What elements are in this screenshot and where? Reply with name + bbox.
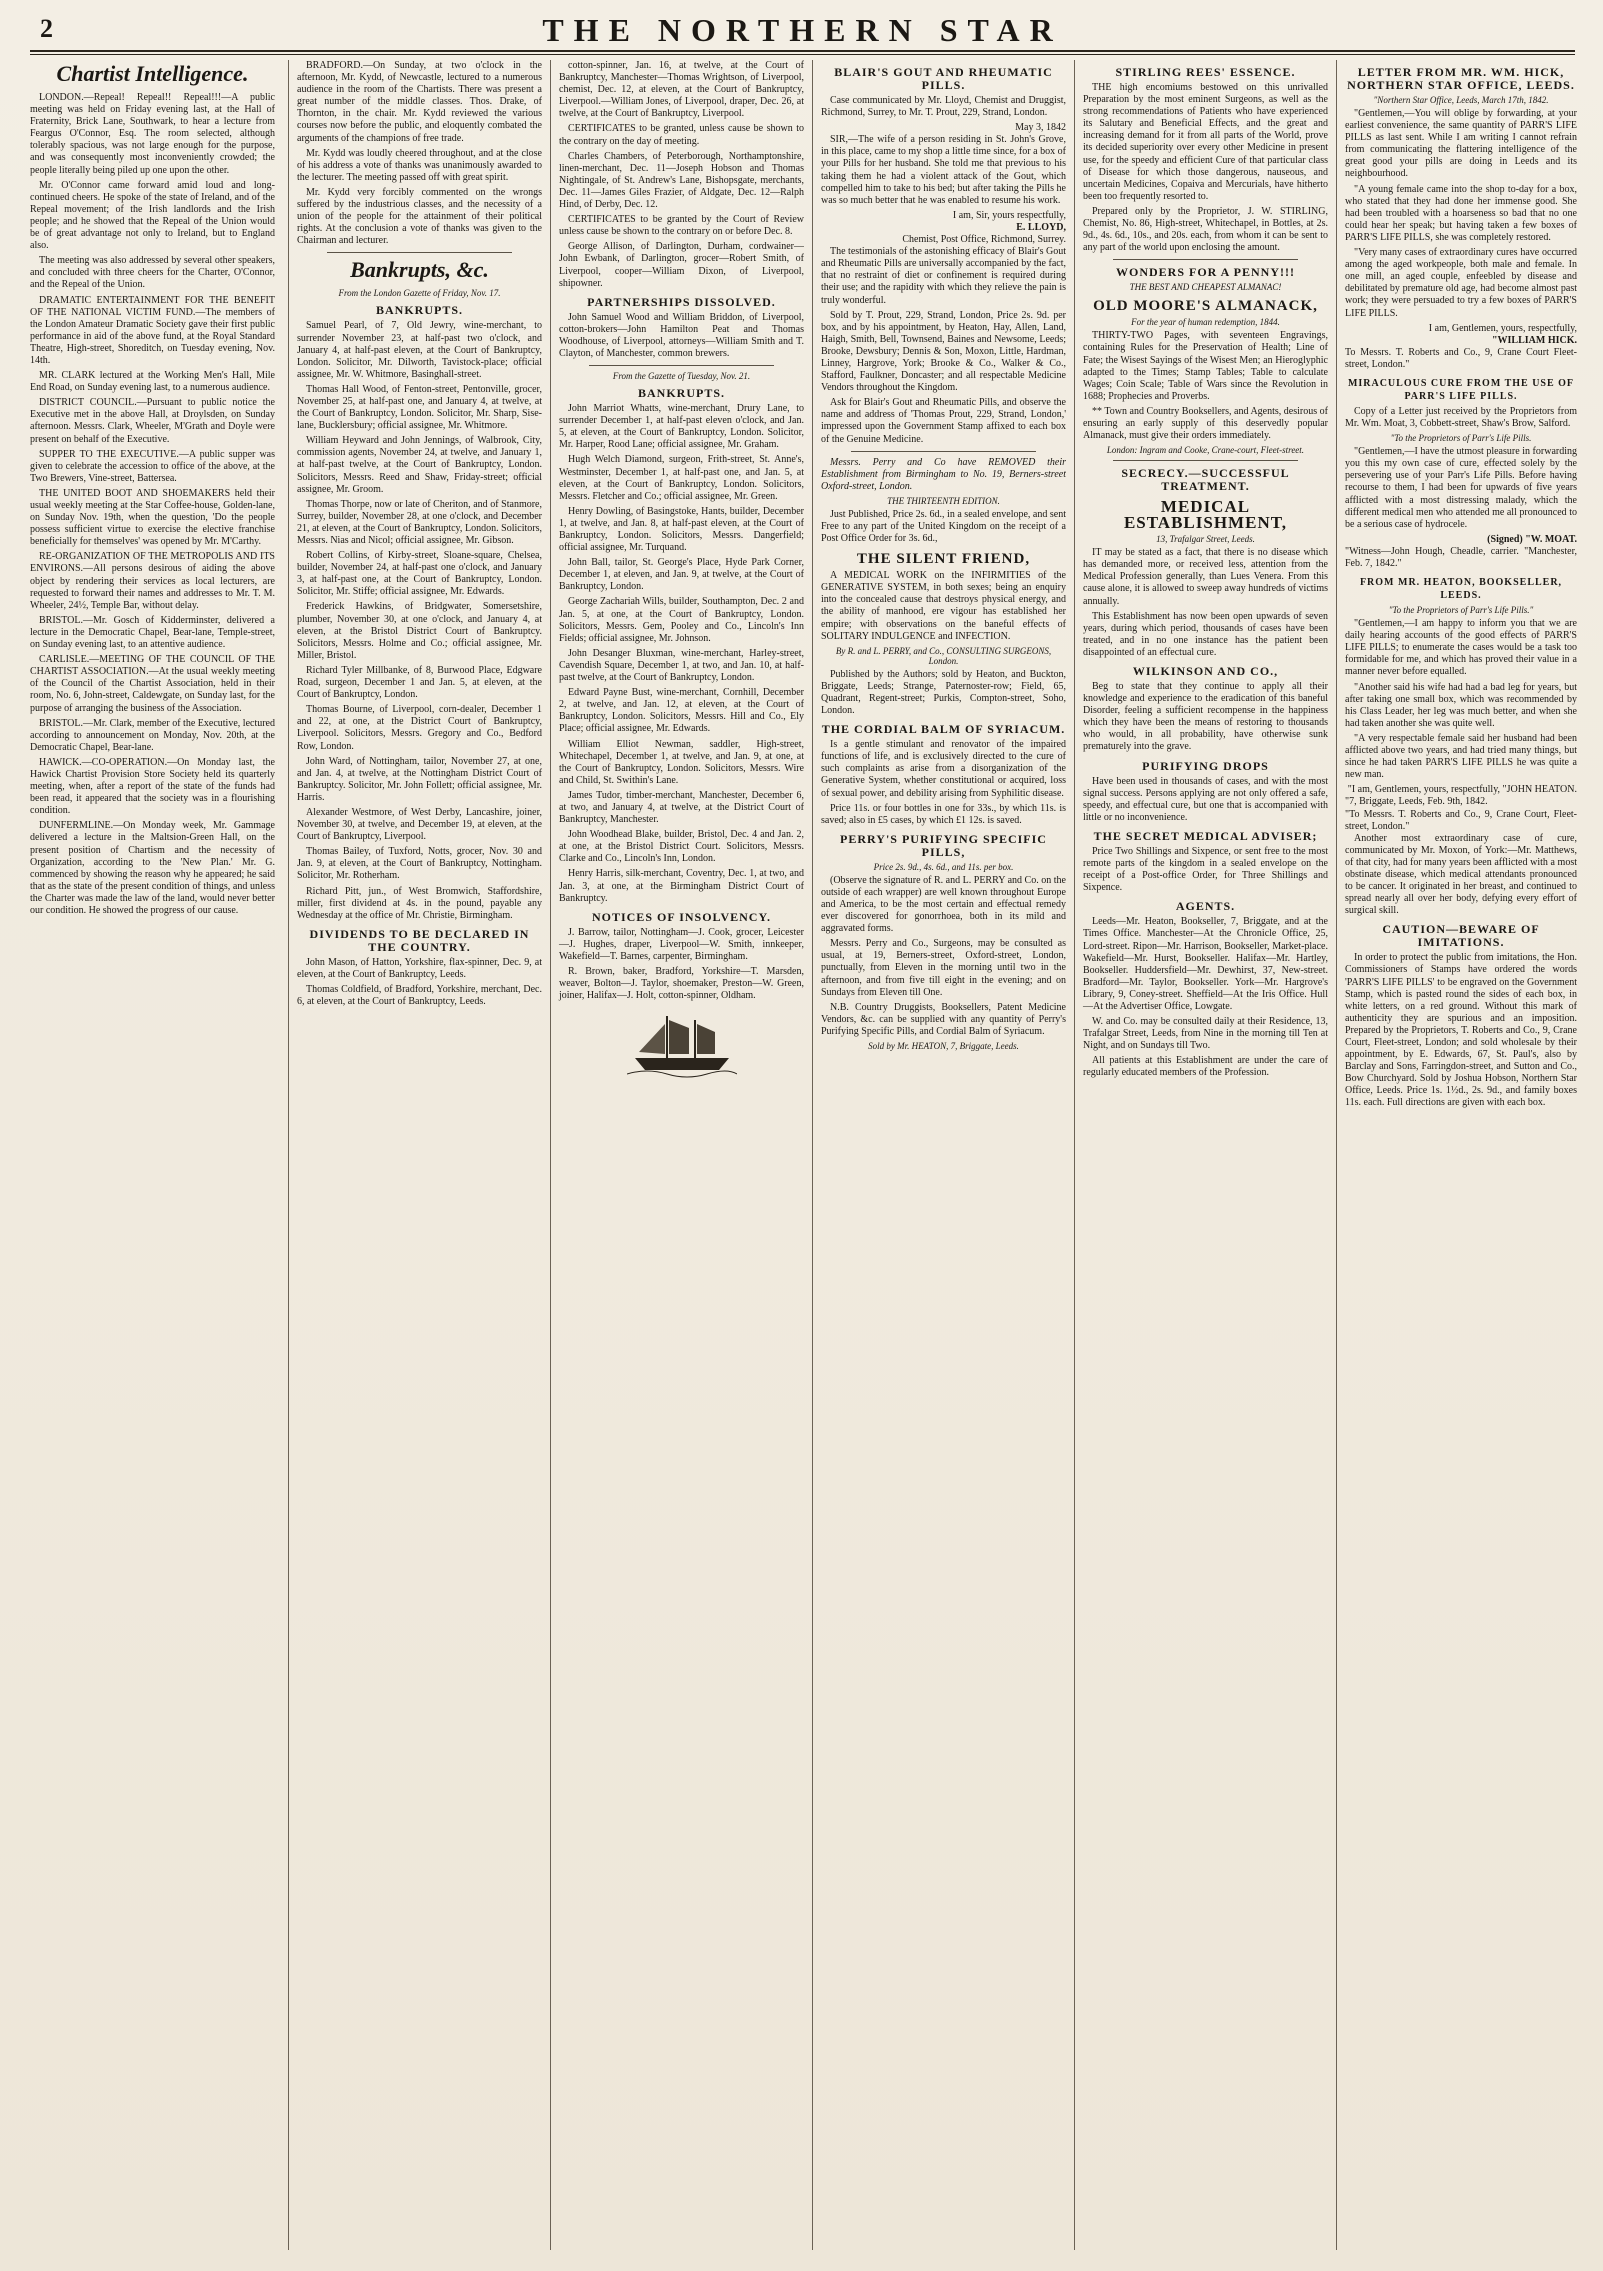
certificates-list: Charles Chambers, of Peterborough, Northamptonshire, linen-merchant, Dec. 11—Joseph Hobson and Thomas Nightingale, of St. Andrew's Lane, Bishopsgate, merchants, Dec. 11—James Giles Frazier, of Aldgate, Dec. 12—Ralph Hind, of Derby, Dec. 12. [559,150,804,211]
ad-date: May 3, 1842 [1015,122,1066,134]
ad-title-secrecy: SECRECY.—SUCCESSFUL TREATMENT. [1121,466,1290,494]
ad-agents: Sold by T. Prout, 229, Strand, London, Price 2s. 9d. per box, and by his appointment, by Heaton, Hay, Allen, Land, Haigh, Smith, Bell, Townsend, Baines and Newsome, Leeds; Brooke, Dewsbury; Dennis & Son, Moxon, Little, Hardman, Linney, Hargrove, York; Brooke & Co., Walker & Co., Stafford, Faulkner, Doncaster; and all respectable Medicine Vendors throughout the Kingdom. [821,309,1066,394]
ad-closing: All patients at this Establishment are under the care of regularly educated members of the Profession. [1083,1055,1328,1079]
article-london-close: The meeting was also addressed by several other speakers, and concluded with three cheers for the Charter, O'Connor, and the Repeal of the Union. [30,255,275,291]
ad-body: Have been used in thousands of cases, and with the most signal success. Persons applying are not only offered a safe, speedy, and effectual cure, but one that is accompanied with little or no inconvenience. [1083,775,1328,823]
letter-body: "Gentlemen,—You will oblige by forwarding, at your earliest convenience, the same quantity of PARR'S LIFE PILLS as last sent. While I am writing I cannot refrain from communicating the flattering intelligence of the great good your pills are doing in Leeds and its neighbourhood. [1345,108,1577,180]
ad-body: THIRTY-TWO Pages, with seventeen Engravings, containing Rules for the Preservation of Health; Line of Fate; the Wisest Sayings of the Wisest Men; an Hieroglyphic adapted to the Times; Stamp Tables; Table to calculate Wages; Coin Scale; Table of Wars since the Revolution in 1688; Prophecies and Proverbs. [1083,330,1328,402]
ad-body: THE high encomiums bestowed on this unrivalled Preparation by the most eminent Surgeons, as well as the strong recommendations of Patients who have experienced its Salutary and Beneficial Effects, and the great and increasing demand for it from all parts of the World, prove its decided superiority over every other Medicine in present use, for the speedy and efficient Cure of that particular class of Disease for which those dangerous, nauseous, and uncertain Medicines, Copaiva and Mercurials, have hitherto been too frequently resorted to. [1083,82,1328,202]
agents-list: Leeds—Mr. Heaton, Bookseller, 7, Briggate, and at the Times Office. Manchester—At the Chronicle Office, 25, Lord-street. Ripon—Mr. Harrison, Bookseller, Market-place. Wakefield—Mr. Hurst, Bookseller. Halifax—Mr. Hartley, Bookseller. Huddersfield—Mr. Dewhirst, 37, New-street. Bradford—Mr. Taylor, Bookseller. York—Mr. Hargrove's Library, 9, Coney-street. Sheffield—At the Iris Office. Hull—At the Advertiser Office, Lowgate. [1083,916,1328,1012]
insolvency-list: R. Brown, baker, Bradford, Yorkshire—T. Marsden, weaver, Bolton—J. Taylor, shoemaker, Preston—W. Green, joiner, Halifax—J. Holt, cotton-spinner, Oldham. [559,966,804,1002]
article-reorganization: RE-ORGANIZATION OF THE METROPOLIS AND ITS ENVIRONS.—All persons desirous of aiding the above object by rendering their services as local lecturers, are requested to forward their names and addresses to Mr. T. M. Wheeler, 24½, Temple Bar, without delay. [30,551,275,611]
bankrupt-entry: Frederick Hawkins, of Bridgwater, Somersetshire, plumber, November 30, at one o'clock, and January 4, at eleven, at the Bristol District Court of Bankruptcy. Solicitors, Messrs. Holme and Co.; official assignee, Mr. Miller, Bristol. [297,601,542,661]
column-6 [1336,60,1577,2250]
bankrupt-entry: Thomas Bourne, of Liverpool, corn-dealer, December 1 and 22, at one, at the District Court of Bankruptcy, Liverpool. Solicitors, Messrs. Gregory and Co., Bedford Row, London. [297,704,542,752]
ad-edition: THE THIRTEENTH EDITION. [887,495,1000,506]
bankrupt-entry: Richard Tyler Millbanke, of 8, Burwood Place, Edgware Road, surgeon, December 1 and Jan. 5, at eleven, at the Court of Bankruptcy, London. [297,664,542,701]
ad-sold-by: Sold by Mr. HEATON, 7, Briggate, Leeds. [868,1041,1019,1051]
ad-title-blairs: BLAIR'S GOUT AND RHEUMATIC PILLS. [834,65,1053,92]
certificates-review-note: CERTIFICATES to be granted by the Court of Review unless cause be shown to the contrary on or before Dec. 8. [559,214,804,238]
bankrupt-entry: Robert Collins, of Kirby-street, Sloane-square, Chelsea, builder, November 24, at half-past one o'clock, and January 3, at half-past one, at the Court of Bankruptcy, London. Solicitor, Mr. Stiffe; official assignee, Mr. Edwards. [297,550,542,598]
letter-heading-heaton: FROM MR. HEATON, BOOKSELLER, LEEDS. [1359,577,1563,602]
bankrupt-entry: Thomas Thorpe, now or late of Cheriton, and of Stanmore, Surrey, builder, November 28, at one o'clock, and December 21, at eleven, at the Court of Bankruptcy, London. Solicitors, Messrs. Nias and Nicol; official assignee, Mr. Gibson. [297,498,542,546]
bankrupt-entry: George Zachariah Wills, builder, Southampton, Dec. 2 and Jan. 5, at one, at the Court of Bankruptcy, London. Solicitors, Messrs. Gem, Pooley and Co., Lincoln's Inn Fields; official assignee, Mr. Johnson. [559,596,804,644]
letter-heading-hick: LETTER FROM MR. WM. HICK, NORTHERN STAR OFFICE, LEEDS. [1347,65,1575,92]
letter-body: "A very respectable female said her husband had been afflicted above two years, and had tried many things, but since he had taken PARR'S LIFE PILLS he was quite a new man. [1345,732,1577,781]
article-clark: MR. CLARK lectured at the Working Men's Hall, Mile End Road, on Sunday evening last, to a numerous audience. [30,370,275,394]
columns [30,60,1575,2250]
ad-price: Price 2s. 9d., 4s. 6d., and 11s. per box. [873,861,1014,872]
gazette-line: From the London Gazette of Friday, Nov. 17. [338,288,501,299]
letter-address: "7, Briggate, Leeds, Feb. 9th, 1842. [1345,796,1488,808]
bankrupt-entry: John Ball, tailor, St. George's Place, Hyde Park Corner, December 1, at eleven, and Jan. 9, at twelve, at the Court of Bankruptcy, London. [559,557,804,593]
dividends-heading: DIVIDENDS TO BE DECLARED IN THE COUNTRY. [309,926,530,954]
ad-proprietor: Prepared only by the Proprietor, J. W. STIRLING, Chemist, No. 86, High-street, Whitechapel, in Bottles, at 2s. 9d., 4s. 6d., 10s., and 20s. each, from whom it can be sent to any part of the world upon enclosing the amount. [1083,205,1328,254]
column-5 [1074,60,1328,2250]
ad-title-wonders: WONDERS FOR A PENNY!!! [1115,265,1295,280]
certificates-review-list: George Allison, of Darlington, Durham, cordwainer—John Ewbank, of Darlington, grocer—Robert Smith, of Liverpool, cooper—William Dixon, of Liverpool, shipowner. [559,241,804,289]
caution-body: In order to protect the public from imitations, the Hon. Commissioners of Stamps have ordered the words 'PARR'S LIFE PILLS' to be engraved on the Government Stamp, which is pasted round the sides of each box, in white letters, on a red ground. Without this mark of authenticity they are spurious and an imposition. Prepared by the Proprietors, T. Roberts and Co., 9, Crane Court, Fleet-street, London; and sold wholesale by their appointment, by E. Edwards, 67, St. Paul's, also by Barclay and Sons, Farringdon-street, and Sutton and Co., Bow Churchyard. Sold by Joshua Hobson, Northern Star Office, Leeds. Price 1s. 1½d., 2s. 9d., and family boxes 11s. each. Full directions are given with each box. [1345,952,1577,1109]
ad-title-secret-adviser: THE SECRET MEDICAL ADVISER; [1093,828,1318,843]
ad-title-perrys-pills: PERRY'S PURIFYING SPECIFIC PILLS, [840,831,1047,859]
ad-sellers: Published by the Authors; sold by Heaton, and Buckton, Briggate, Leeds; Strange, Paternoster-row; Field, 65, Quadrant, Regent-street; Purkis, Compton-street, Soho, London. [821,668,1066,717]
ad-signature: I am, Sir, yours respectfully, [952,209,1066,221]
newspaper-title: THE NORTHERN STAR [542,12,1063,48]
ad-body: This Establishment has now been open upwards of seven years, during which period, thousands of cases have been treated, and in no one instance has the patient been disappointed of an effectual cure. [1083,610,1328,658]
letter-body: "Gentlemen,—I am happy to inform you that we are daily hearing accounts of the good effects of PARR'S LIFE PILLS; to enumerate the cases would be a task too formidable for me, and which has proved their value in a manner never before equalled. [1345,618,1577,678]
bankrupt-entry: Henry Dowling, of Basingstoke, Hants, builder, December 1, at twelve, and Jan. 8, at half-past eleven, at the Court of Bankruptcy, London. Solicitors, Messrs. Dangerfield; official assignee, Mr. Turquand. [559,505,804,554]
ad-removal-note: Messrs. Perry and Co have REMOVED their Establishment from Birmingham to No. 19, Berners-street Oxford-street, London. [821,456,1066,492]
partnerships-list: John Samuel Wood and William Briddon, of Liverpool, cotton-brokers—John Hamilton Peat and Thomas Woodhouse, of Liverpool, attorneys—William Smith and T. Clayton, of Manchester, common brewers. [559,311,804,359]
letter-date: "Northern Star Office, Leeds, March 17th, 1842. [1373,95,1549,105]
ad-body: IT may be stated as a fact, that there is no disease which has demanded more, or received less, attention from the Medical Profession generally, than Lues Venera. From this cause alone, it is allowed to sweep away hundreds of victims annually. [1083,547,1328,607]
bankrupt-entry: John Marriot Whatts, wine-merchant, Drury Lane, to surrender December 1, at half-past eleven o'clock, and Jan. 5, at eleven, at the Court of Bankruptcy, London. Solicitor, Mr. Harper, Rood Lane; official assignee, Mr. Graham. [559,403,804,451]
article-london-cont: Mr. O'Connor came forward amid loud and long-continued cheers. He spoke of the state of Ireland, and of the Repeal movement; of the Irish landlords and the Irish people; and he showed that the Repeal of the Union would be of great advantage not only to Ireland, but to England also. [30,179,275,252]
insolvency-list: J. Barrow, tailor, Nottingham—J. Cook, grocer, Leicester—J. Hughes, draper, Liverpool—W. Smith, innkeeper, Wakefield—T. Barnes, carpenter, Birmingham. [559,926,804,962]
divider [1113,259,1298,260]
masthead-rule [30,54,1575,55]
ad-body: The testimonials of the astonishing efficacy of Blair's Gout and Rheumatic Pills are universally accompanied by the fact, that no restraint of diet or confinement is required during their use; and the rapidity with which they relieve the pain is truly wonderful. [821,246,1066,306]
ad-lead: Case communicated by Mr. Lloyd, Chemist and Druggist, Richmond, Surrey, to Mr. T. Prout, 229, Strand, London. [821,95,1066,119]
section-title-chartist: Chartist Intelligence. [56,61,249,86]
bankrupt-entry: John Woodhead Blake, builder, Bristol, Dec. 4 and Jan. 2, at one, at the Bristol District Court. Solicitors, Messrs. Clarke and Co., Lincoln's Inn, London. [559,829,804,865]
letter-recipient: To Messrs. T. Roberts and Co., 9, Crane Court Fleet-street, London." [1345,346,1577,370]
letter-signature: (Signed) "W. MOAT. [1487,533,1577,545]
letter-salutation: "To the Proprietors of Parr's Life Pills. [1390,433,1532,444]
ad-trade-note: ** Town and Country Booksellers, and Agents, desirous of ensuring an early supply of this deservedly popular Almanack, must give their orders immediately. [1083,405,1328,442]
letter-signature: "I am, Gentlemen, yours, respectfully, "JOHN HEATON. [1347,784,1577,796]
ad-signature-name: E. LLOYD, [1016,221,1066,233]
bankrupt-entry: William Elliot Newman, saddler, High-street, Whitechapel, December 1, at twelve, and Jan. 9, at one, at the Court of Bankruptcy, London. Solicitors, Messrs. Wire and Child, St. Swithin's Lane. [559,738,804,786]
ad-published: Just Published, Price 2s. 6d., in a sealed envelope, and sent Free to any part of the United Kingdom on the receipt of a Post Office Order for 3s. 6d., [821,508,1066,545]
certificates-note: CERTIFICATES to be granted, unless cause be shown to the contrary on the day of meeting. [559,123,804,147]
case-moxon: Another most extraordinary case of cure, communicated by Mr. Moxon, of York:—Mr. Matthews, of that city, had for many years been afflicted with a most obstinate disease, which medical attendants pronounced to be cancer. It originated in her breast, and continued to spread nearly all over her body, defying every effort of surgical skill. [1345,832,1577,917]
divider [589,365,774,366]
bankrupt-entry: John Ward, of Nottingham, tailor, November 27, at one, and Jan. 4, at twelve, at the Nottingham District Court of Bankruptcy. Solicitor, Mr. John Follett; official assignee, Mr. Harris. [297,755,542,803]
column-4 [812,60,1066,2250]
ad-title-silent-friend: THE SILENT FRIEND, [856,551,1031,568]
bankrupt-entry: Samuel Pearl, of 7, Old Jewry, wine-merchant, to surrender November 23, at half-past two o'clock, and January 4, at half-past eleven, at the Court of Bankruptcy, London. Solicitor, Mr. Dilworth, Tavistock-place; official assignee, Mr. W. Whitmore, Basinghall-street. [297,320,542,380]
bankrupt-entry: James Tudor, timber-merchant, Manchester, December 6, at two, and January 4, at twelve, at the District Court of Bankruptcy, Manchester. [559,789,804,826]
bankrupt-entry: Alexander Westmore, of West Derby, Lancashire, joiner, November 30, at twelve, and December 19, at eleven, at the Court of Bankruptcy, Liverpool. [297,806,542,843]
ad-trade-note: N.B. Country Druggists, Booksellers, Patent Medicine Vendors, &c. can be supplied with any quantity of Perry's Purifying Specific Pills, and Cordial Balm of Syriacum. [821,1001,1066,1037]
ad-title-purifying-drops: PURIFYING DROPS [1142,758,1269,773]
partnerships-heading: PARTNERSHIPS DISSOLVED. [587,294,776,309]
article-bradford-2: Mr. Kydd was loudly cheered throughout, and at the close of his address a vote of thanks was unanimously awarded to the lecturer. The meeting passed off with great spirit. [297,147,542,183]
article-hawick: HAWICK.—CO-OPERATION.—On Monday last, the Hawick Chartist Provision Store Society held its quarterly meeting, when, after a report of the state of the funds had been read, it appeared that the society was in a flourishing condition. [30,756,275,817]
bankrupt-entry: Richard Pitt, jun., of West Bromwich, Staffordshire, miller, first dividend at 4s. in the pound, payable any Wednesday at the office of Mr. Christie, Birmingham. [297,885,542,921]
article-shoemakers: THE UNITED BOOT AND SHOEMAKERS held their usual weekly meeting at the Star Coffee-house, Golden-lane, on Sunday Nov. 19th, when the question, 'Do the people possess sufficient virtue to exercise the elective franchise beneficially for themselves' was opened by Mr. M'Carthy. [30,487,275,548]
ad-title-stirling: STIRLING REES' ESSENCE. [1115,65,1296,79]
ad-firm-name: WILKINSON AND CO., [1132,664,1279,678]
article-bristol-2: BRISTOL.—Mr. Clark, member of the Executive, lectured according to announcement on Monday, Nov. 20th, at the Democratic Chapel, Bear-lane. [30,717,275,753]
ad-consultation: W. and Co. may be consulted daily at their Residence, 13, Trafalgar Street, Leeds, from Nine in the morning till Ten at Night, and on Sundays till Two. [1083,1016,1328,1052]
insolvency-heading: NOTICES OF INSOLVENCY. [591,909,772,924]
ad-price: Price Two Shillings and Sixpence, or sent free to the most remote parts of the kingdom in a sealed envelope on the receipt of a Post-office Order, for Three Shillings and Sixpence. [1083,845,1328,894]
divider [1113,460,1298,461]
dividend-entry: Thomas Coldfield, of Bradford, Yorkshire, merchant, Dec. 6, at eleven, at the Court of Bankruptcy, Leeds. [297,984,542,1008]
article-bradford-3: Mr. Kydd very forcibly commented on the wrongs suffered by the industrious classes, and the necessity of a union of the people for the attainment of their political rights. At the conclusion a vote of thanks was given to the Chairman and lecturer. [297,186,542,247]
letter-body: "Very many cases of extraordinary cures have occurred among the aged workpeople, both male and female. In one mill, an aged couple, enfeebled by disease and debilitated by premature old age, had become almost past work; they were persuaded to try a few boxes of PARR'S LIFE PILLS. [1345,247,1577,319]
ad-authors: By R. and L. PERRY, and Co., CONSULTING SURGEONS, London. [835,645,1052,666]
article-london: LONDON.—Repeal! Repeal!! Repeal!!!—A public meeting was held on Friday evening last, at the Hall of Fraternity, Brick Lane, Southwark, to hear a lecture from Feargus O'Connor, Esq. The room selected, although tolerably spacious, was not large enough for the purpose, and was consequently most inconveniently crowded; the people literally being piled up one upon the other. [30,92,275,176]
divider [327,252,512,253]
bankrupt-entry: Thomas Hall Wood, of Fenton-street, Pentonville, grocer, November 25, at half-past one, and January 4, at twelve, at the Court of Bankruptcy, London. Solicitor, Mr. Sharp, Sise-lane, Bucklersbury; official assignee, Mr. Whitmore. [297,383,542,432]
column-2 [288,60,542,2250]
bankrupts-heading-2: BANKRUPTS. [637,386,725,401]
ad-title-medical-establishment: MEDICAL ESTABLISHMENT, [1123,497,1288,533]
article-bradford: BRADFORD.—On Sunday, at two o'clock in the afternoon, Mr. Kydd, of Newcastle, lectured to a numerous audience in the room of the Chartists. There was present a great number of the middle classes. Thos. Drake, of Thornton, in the chair. Mr. Kydd reviewed the various courses now before the public, and eloquently combated the arguments of the champions of free trade. [297,60,542,144]
bankrupt-entry: William Heyward and John Jennings, of Walbrook, City, commission agents, November 24, at twelve, and January 1, at half-past twelve, at the Court of Bankruptcy, London. Solicitors, Messrs. Reed and Shaw, Friday-street; official assignee, Mr. Groom. [297,435,542,495]
ad-address: 13, Trafalgar Street, Leeds. [1156,534,1255,545]
section-title-bankrupts: Bankrupts, &c. [350,257,489,283]
divider [851,451,1036,452]
ad-body: (Observe the signature of R. and L. PERRY and Co. on the outside of each wrapper) are well known throughout Europe and America, to be the most certain and effectual remedy ever discovered for gonorrhoea, both in its mild and aggravated forms. [821,874,1066,935]
ad-price: Price 11s. or four bottles in one for 33s., by which 11s. is saved; also in £5 cases, by which £1 12s. is saved. [821,802,1066,826]
caution-heading: CAUTION—BEWARE OF IMITATIONS. [1382,922,1540,950]
agents-heading: AGENTS. [1175,899,1236,914]
ad-title-cordial-balm: THE CORDIAL BALM OF SYRIACUM. [821,722,1066,737]
article-dramatic: DRAMATIC ENTERTAINMENT FOR THE BENEFIT OF THE NATIONAL VICTIM FUND.—The members of the London Amateur Dramatic Society gave their first public performance in aid of the above fund, at the Royal Standard Theatre, High-street, Shoreditch, on Tuesday evening, Nov. 14th. [30,294,275,366]
ad-body: Beg to state that they continue to apply all their knowledge and experience to the eradication of this baneful Disorder, feeling a sufficient recompense in the happiness which they have been the means of restoring to thousands who would, in all probability, have otherwise sunk prematurely into the grave. [1083,681,1328,753]
bankrupts-heading: BANKRUPTS. [375,303,463,318]
ad-consultation: Messrs. Perry and Co., Surgeons, may be consulted as usual, at 19, Berners-street, Oxford-street, London, punctually, from Eleven in the morning until two in the afternoon, and from five till eight in the evening; and on Sundays from Eleven till One. [821,938,1066,998]
column-3 [550,60,804,2250]
bankrupt-entry: John Desanger Bluxman, wine-merchant, Harley-street, Cavendish Square, December 1, at two, and Jan. 10, at half-past twelve, at the Court of Bankruptcy, London. [559,647,804,684]
gazette-line-2: From the Gazette of Tuesday, Nov. 21. [612,371,751,382]
article-dunfermline: DUNFERMLINE.—On Monday week, Mr. Gammage delivered a lecture in the Maltsion-Green Hall, on the present position of Chartism and the necessity of Organization, according to the 'New Plan.' Mr. G. commenced by showing the reason why he appeared; he said that as the state of the present condition of things, and unless the Charter was made the law of the land, would never better our condition. He showed the progress of our cause. [30,820,275,916]
bankrupt-entry: Edward Payne Bust, wine-merchant, Cornhill, December 2, at twelve, and Jan. 12, at eleven, at the Court of Bankruptcy, London. Solicitors, Messrs. Hill and Co., Ely Place; official assignee, Mr. Edwards. [559,687,804,735]
ad-publisher: London: Ingram and Cooke, Crane-court, Fleet-street. [1106,445,1305,456]
column-1 [30,60,275,2250]
letter-signoff: I am, Gentlemen, yours, respectfully, [1428,322,1577,334]
letter-intro: Copy of a Letter just received by the Proprietors from Mr. Wm. Moat, 3, Cobbett-street, Shaw's Brow, Salford. [1345,405,1577,430]
ad-subtitle: THE BEST AND CHEAPEST ALMANAC! [1129,282,1282,293]
ad-year: For the year of human redemption, 1844. [1131,317,1280,328]
ship-icon [627,1008,737,1078]
letter-heading-miraculous: MIRACULOUS CURE FROM THE USE OF PARR'S LIFE PILLS. [1347,377,1575,402]
bankrupt-entry: Hugh Welch Diamond, surgeon, Frith-street, St. Anne's, Westminster, December 1, at half-past one, and Jan. 5, at eleven, at the Court of Bankruptcy, London. Solicitors, Messrs. Fletcher and Co.; official assignee, Mr. Green. [559,454,804,502]
article-carlisle: CARLISLE.—MEETING OF THE COUNCIL OF THE CHARTIST ASSOCIATION.—At the usual weekly meeting of the Council of the Chartist Association, held in their room, No. 6, John-street, Caldewgate, on Sunday last, for the purpose of arranging the business of the Association. [30,654,275,714]
article-bristol: BRISTOL.—Mr. Gosch of Kidderminster, delivered a lecture in the Democratic Chapel, Bear-lane, Temple-street, on Sunday evening last, to an attentive audience. [30,614,275,651]
letter-body: "Another said his wife had had a bad leg for years, but after taking one small box, which was recommended by his Class Leader, her leg was much better, and when she had taken another she was quite well. [1345,681,1577,729]
bankrupt-entry: Henry Harris, silk-merchant, Coventry, Dec. 1, at two, and Jan. 3, at one, at the Birmingham District Court of Bankruptcy. [559,868,804,904]
letter-body: "Gentlemen,—I have the utmost pleasure in forwarding you this my own case of cure, effected solely by the persevering use of your Parr's Life Pills. Before having recourse to them, I had been for upwards of five years afflicted with a most distressing malady, which the different medical men who attended me all pronounced to be a serious case of hydrocele. [1345,446,1577,530]
dividends-cont: cotton-spinner, Jan. 16, at twelve, at the Court of Bankruptcy, Manchester—Thomas Wrightson, of Liverpool, chemist, Dec. 12, at eleven, at the Court of Bankruptcy, Liverpool.—William Jones, of Liverpool, draper, Dec. 26, at twelve, at the Court of Bankruptcy, Liverpool. [559,60,804,120]
letter-witness: "Witness—John Hough, Cheadle, carrier. "Manchester, Feb. 7, 1842." [1345,545,1577,569]
page-number: 2 [40,14,53,43]
bankrupt-entry: Thomas Bailey, of Tuxford, Notts, grocer, Nov. 30 and Jan. 9, at eleven, at the Court of Bankruptcy, Nottingham. Solicitor, Mr. Rotherham. [297,846,542,882]
letter-signature: "WILLIAM HICK. [1491,334,1577,346]
ad-title-almanack: OLD MOORE'S ALMANACK, [1093,298,1318,315]
ad-testimonial: SIR,—The wife of a person residing in St. John's Grove, in this place, came to my shop a little time since, for a box of your Pills for her husband. She told me that previous to his taking them he had a violent attack of the Gout, which compelled him to take to his bed; but after taking the Pills he was so much better that he was enabled to resume his work. [821,134,1066,206]
ad-caution: Ask for Blair's Gout and Rheumatic Pills, and observe the name and address of 'Thomas Prout, 229, Strand, London,' impressed upon the Government Stamp affixed to each box of the Genuine Medicine. [821,397,1066,445]
ad-body: Is a gentle stimulant and renovator of the impaired functions of life, and is exclusively directed to the cure of such complaints as arise from a disorganization of the Generative System, whether constitutional or acquired, loss of sexual power, and debility arising from Syphilitic disease. [821,739,1066,799]
letter-recipient: "To Messrs. T. Roberts and Co., 9, Crane Court, Fleet-street, London." [1345,808,1577,832]
ad-signature-address: Chemist, Post Office, Richmond, Surrey. [902,234,1066,246]
article-district-council: DISTRICT COUNCIL.—Pursuant to public notice the Executive met in the above Hall, at Droylsden, on Sunday afternoon. Messrs. Clark, Wheeler, M'Grath and Doyle were present on behalf of the Executive. [30,397,275,445]
ad-body: A MEDICAL WORK on the INFIRMITIES of the GENERATIVE SYSTEM, in both sexes; being an enquiry into the concealed cause that destroys physical energy, and the ability of manhood, ere vigour has established her empire; with observations on the baneful effects of SOLITARY INDULGENCE and INFECTION. [821,570,1066,642]
masthead [30,12,1575,52]
dividend-entry: John Mason, of Hatton, Yorkshire, flax-spinner, Dec. 9, at eleven, at the Court of Bankruptcy, Leeds. [297,956,542,980]
letter-body: "A young female came into the shop to-day for a box, who stated that they had done her immense good. She had been troubled with a hoarseness so bad that no one could hear her speak; but having taken a few boxes of PARR'S LIFE PILLS, she was completely restored. [1345,183,1577,243]
article-supper: SUPPER TO THE EXECUTIVE.—A public supper was given to celebrate the accession to office of the above, at the Two Brewers, Vine-street, Battersea. [30,448,275,484]
letter-salutation: "To the Proprietors of Parr's Life Pills." [1388,605,1534,616]
